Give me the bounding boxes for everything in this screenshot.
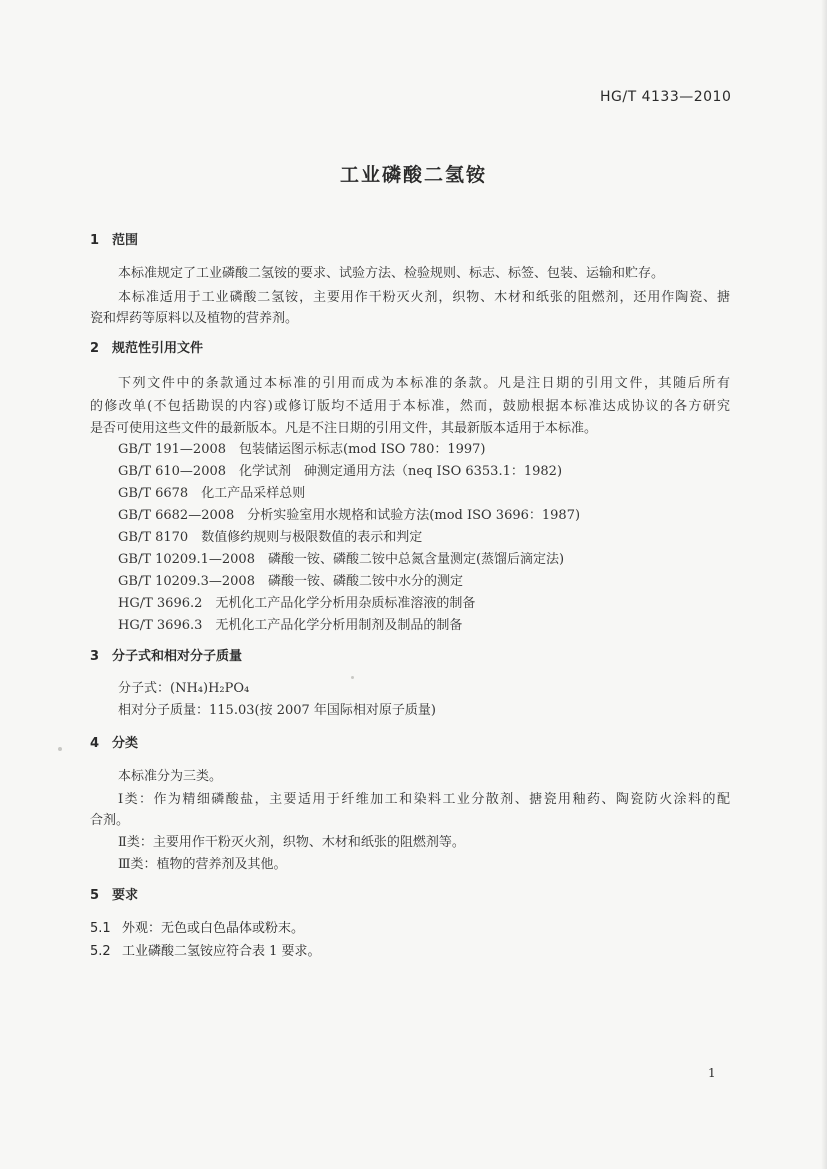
section-number: 2 [90,341,100,356]
section-number: 1 [90,233,100,248]
class-3: Ⅲ类：植物的营养剂及其他。 [118,857,287,872]
section-4-heading [90,732,138,751]
class-2: Ⅱ类：主要用作干粉灭火剂，织物、木材和纸张的阻燃剂等。 [118,835,465,850]
molecular-mass: 相对分子质量：115.03(按 2007 年国际相对原子质量) [118,703,436,718]
scope-paragraph-3: 瓷和焊药等原料以及植物的营养剂。 [90,311,299,326]
scan-speck [351,676,354,679]
section-number: 4 [90,736,100,751]
clause-number: 5.1 [90,921,111,936]
reference-item: GB/T 191—2008 包装储运图示标志(mod ISO 780：1997) [118,442,486,457]
references-paragraph-3: 是否可使用这些文件的最新版本。凡是不注日期的引用文件，其最新版本适用于本标准。 [90,421,598,436]
section-title: 范围 [112,233,139,248]
page-number: 1 [708,1066,716,1080]
reference-item: GB/T 10209.3—2008 磷酸一铵、磷酸二铵中水分的测定 [118,574,463,589]
section-title: 要求 [112,888,139,903]
reference-item: GB/T 10209.1—2008 磷酸一铵、磷酸二铵中总氮含量测定(蒸馏后滴定法) [118,552,565,567]
clause-text: 外观：无色或白色晶体或粉末。 [122,921,305,936]
section-3-heading [90,645,242,664]
references-paragraph-1: 下列文件中的条款通过本标准的引用而成为本标准的条款。凡是注日期的引用文件，其随后所有 [118,376,730,391]
scan-edge-shadow [821,0,827,1169]
section-title: 分子式和相对分子质量 [112,649,243,664]
reference-item: GB/T 6682—2008 分析实验室用水规格和试验方法(mod ISO 3696：1987) [118,508,581,523]
standard-code: HG/T 4133—2010 [600,89,732,105]
clause-5-2 [90,940,321,959]
clause-number: 5.2 [90,944,111,959]
section-number: 5 [90,888,100,903]
class-1-line-2: 合剂。 [90,813,130,828]
clause-5-1 [90,917,304,936]
section-5-heading [90,884,138,903]
section-title: 规范性引用文件 [112,341,204,356]
section-title: 分类 [112,736,139,751]
reference-item: HG/T 3696.2 无机化工产品化学分析用杂质标准溶液的制备 [118,596,476,611]
reference-item: HG/T 3696.3 无机化工产品化学分析用制剂及制品的制备 [118,618,463,633]
reference-item: GB/T 6678 化工产品采样总则 [118,486,306,501]
classification-intro: 本标准分为三类。 [118,769,223,784]
section-number: 3 [90,649,100,664]
document-title: 工业磷酸二氢铵 [339,164,487,186]
references-paragraph-2: 的修改单(不包括勘误的内容)或修订版均不适用于本标准，然而，鼓励根据本标准达成协议的各方研究 [90,399,730,414]
clause-text: 工业磷酸二氢铵应符合表 1 要求。 [122,944,321,959]
reference-item: GB/T 8170 数值修约规则与极限数值的表示和判定 [118,530,423,545]
section-1-heading [90,229,138,248]
class-1-line-1: Ⅰ类：作为精细磷酸盐，主要适用于纤维加工和染料工业分散剂、搪瓷用釉药、陶瓷防火涂料的配 [118,792,730,807]
scope-paragraph-1: 本标准规定了工业磷酸二氢铵的要求、试验方法、检验规则、标志、标签、包装、运输和贮存。 [118,266,665,281]
section-2-heading [90,337,203,356]
scan-speck [58,747,62,751]
molecular-formula: 分子式：(NH₄)H₂PO₄ [118,681,250,696]
reference-item: GB/T 610—2008 化学试剂 砷测定通用方法（neq ISO 6353.1：1982) [118,464,563,479]
scope-paragraph-2: 本标准适用于工业磷酸二氢铵，主要用作干粉灭火剂，织物、木材和纸张的阻燃剂，还用作陶瓷、搪 [118,290,730,305]
